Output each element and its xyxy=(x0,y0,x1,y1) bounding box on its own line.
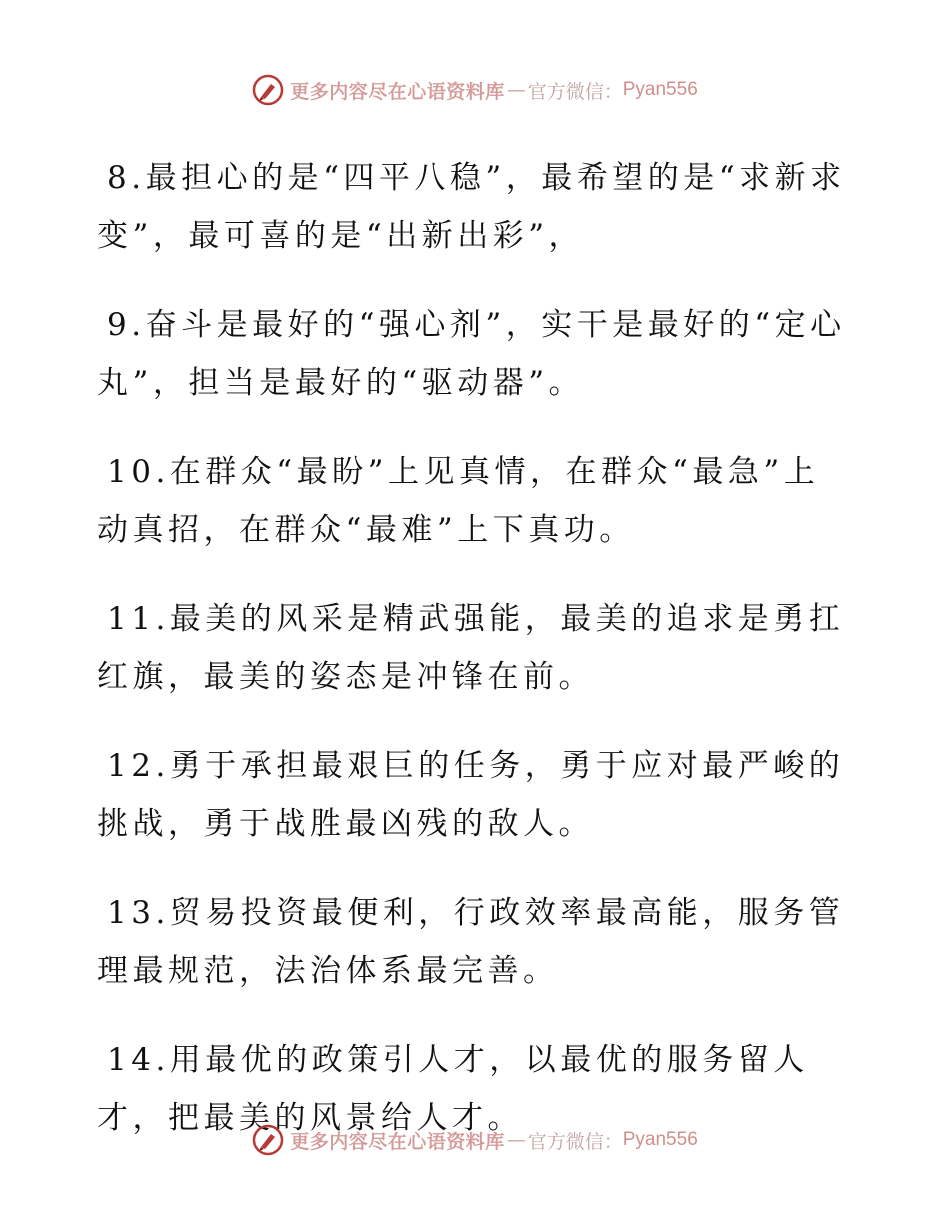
banner-title: 更多内容尽在心语资料库 xyxy=(290,1130,505,1153)
list-item: 9.奋斗是最好的“强心剂”，实干是最好的“定心丸”，担当是最好的“驱动器”。 xyxy=(97,307,846,401)
banner-separator: — xyxy=(506,79,526,101)
footer-banner xyxy=(0,1120,950,1160)
header-banner xyxy=(0,70,950,110)
list-item: 10.在群众“最盼”上见真情，在群众“最急”上动真招，在群众“最难”上下真功。 xyxy=(97,454,820,548)
list-item: 11.最美的风采是精武强能，最美的追求是勇扛红旗，最美的姿态是冲锋在前。 xyxy=(97,601,845,695)
banner-wechat-label: 官方微信： xyxy=(527,1130,623,1153)
banner-wechat-label: 官方微信： xyxy=(527,80,623,103)
banner-wechat-id: Pyan556 xyxy=(622,1129,698,1150)
list-item: 14.用最优的政策引人才，以最优的服务留人才，把最美的风景给人才。 xyxy=(97,1042,809,1136)
document-body xyxy=(97,118,852,1163)
list-item: 12.勇于承担最艰巨的任务，勇于应对最严峻的挑战，勇于战胜最凶残的敌人。 xyxy=(97,748,845,842)
pen-nib-logo-icon xyxy=(252,74,284,106)
banner-title: 更多内容尽在心语资料库 xyxy=(290,80,505,103)
pen-nib-logo-icon xyxy=(252,1124,284,1156)
list-item: 13.贸易投资最便利，行政效率最高能，服务管理最规范，法治体系最完善。 xyxy=(97,895,845,989)
list-item: 8.最担心的是“四平八稳”，最希望的是“求新求变”，最可喜的是“出新出彩”， xyxy=(97,160,846,254)
banner-wechat-id: Pyan556 xyxy=(622,79,698,100)
banner-separator: — xyxy=(506,1129,526,1151)
